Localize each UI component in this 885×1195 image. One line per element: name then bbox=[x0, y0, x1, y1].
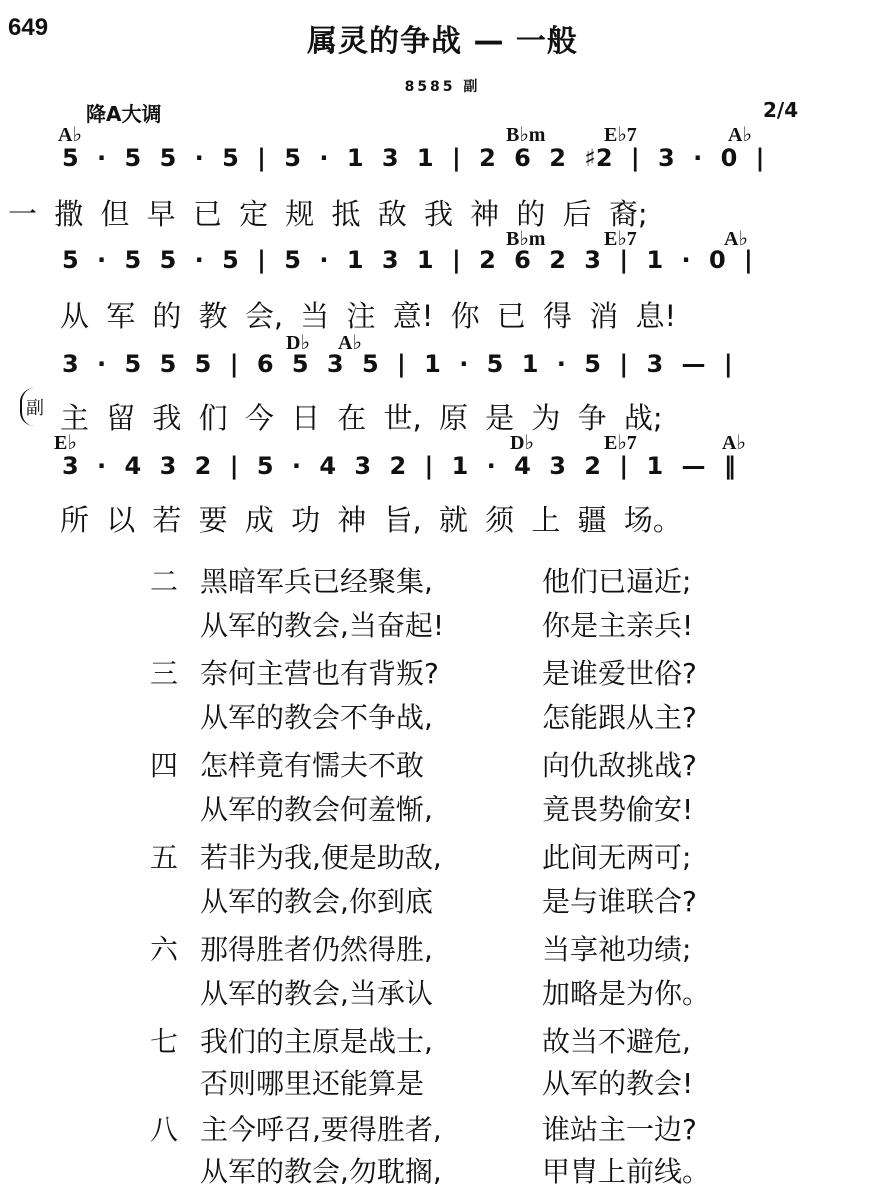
chord-symbol: E♭7 bbox=[604, 432, 637, 454]
chord-symbol: A♭ bbox=[338, 332, 362, 354]
verse-line: 是与谁联合? bbox=[542, 885, 697, 918]
verse-line: 那得胜者仍然得胜, bbox=[200, 933, 433, 966]
verse-line: 从军的教会,勿耽搁, bbox=[200, 1155, 442, 1188]
notation-line: 5 · 5 5 · 5 | 5 · 1 3 1 | 2 6 2 3 | 1 · 0 | bbox=[62, 246, 753, 274]
verse-line: 否则哪里还能算是 bbox=[200, 1067, 425, 1100]
verse-line: 谁站主一边? bbox=[542, 1113, 697, 1146]
chord-symbol: A♭ bbox=[728, 124, 752, 146]
key-signature: 降A大调 bbox=[86, 102, 162, 126]
hymn-number: 649 bbox=[8, 14, 49, 41]
verse-line: 故当不避危, bbox=[542, 1025, 691, 1058]
verse-line: 从军的教会不争战, bbox=[200, 701, 433, 734]
verse-line: 向仇敌挑战? bbox=[542, 749, 697, 782]
verse-number: 三 bbox=[150, 657, 179, 690]
verse-line: 黑暗军兵已经聚集, bbox=[200, 565, 433, 598]
chord-symbol: A♭ bbox=[58, 124, 82, 146]
chord-symbol: A♭ bbox=[722, 432, 746, 454]
verse-line: 你是主亲兵! bbox=[542, 609, 694, 642]
chord-symbol: D♭ bbox=[510, 432, 534, 454]
chord-symbol: E♭7 bbox=[604, 124, 637, 146]
refrain-mark: 副 bbox=[20, 388, 44, 426]
verse-line: 奈何主营也有背叛? bbox=[200, 657, 439, 690]
verse-line: 从军的教会,当承认 bbox=[200, 977, 433, 1010]
verse-line: 从军的教会何羞惭, bbox=[200, 793, 433, 826]
verse-line: 此间无两可; bbox=[542, 841, 692, 874]
verse-line: 主今呼召,要得胜者, bbox=[200, 1113, 442, 1146]
verse-line: 甲胄上前线。 bbox=[542, 1155, 711, 1188]
verse-line: 怎能跟从主? bbox=[542, 701, 697, 734]
chord-symbol: B♭m bbox=[506, 124, 546, 146]
lyric-line: 一 撒 但 早 已 定 规 抵 敌 我 神 的 后 裔; bbox=[8, 197, 648, 231]
verse-number: 六 bbox=[150, 933, 179, 966]
time-signature: 2/4 bbox=[763, 98, 799, 122]
verse-line: 竟畏势偷安! bbox=[542, 793, 694, 826]
lyric-line: 从 军 的 教 会, 当 注 意! 你 已 得 消 息! bbox=[60, 299, 677, 333]
verse-line: 我们的主原是战士, bbox=[200, 1025, 433, 1058]
hymn-meter: 8585 副 bbox=[404, 79, 481, 95]
lyric-line: 主 留 我 们 今 日 在 世, 原 是 为 争 战; bbox=[60, 401, 663, 435]
chord-symbol: B♭m bbox=[506, 228, 546, 250]
verse-line: 怎样竟有懦夫不敢 bbox=[200, 749, 425, 782]
chord-symbol: E♭ bbox=[54, 432, 77, 454]
verse-number: 四 bbox=[150, 749, 179, 782]
verse-line: 他们已逼近; bbox=[542, 565, 692, 598]
verse-number: 八 bbox=[150, 1113, 179, 1146]
lyric-line: 所 以 若 要 成 功 神 旨, 就 须 上 疆 场。 bbox=[60, 503, 682, 537]
verse-line: 当享祂功绩; bbox=[542, 933, 692, 966]
verse-number: 二 bbox=[150, 565, 179, 598]
notation-line: 3 · 5 5 5 | 6 5 3 5 | 1 · 5 1 · 5 | 3 — | bbox=[62, 350, 733, 378]
verse-line: 是谁爱世俗? bbox=[542, 657, 697, 690]
verse-line: 从军的教会,你到底 bbox=[200, 885, 433, 918]
chord-symbol: A♭ bbox=[724, 228, 748, 250]
verse-line: 若非为我,便是助敌, bbox=[200, 841, 442, 874]
verse-number: 七 bbox=[150, 1025, 179, 1058]
verse-number: 五 bbox=[150, 841, 179, 874]
verse-line: 从军的教会! bbox=[542, 1067, 694, 1100]
chord-symbol: D♭ bbox=[286, 332, 310, 354]
notation-line: 3 · 4 3 2 | 5 · 4 3 2 | 1 · 4 3 2 | 1 — ‖ bbox=[62, 452, 736, 480]
verse-line: 加略是为你。 bbox=[542, 977, 711, 1010]
hymn-title: 属灵的争战 — 一般 bbox=[307, 24, 578, 59]
notation-line: 5 · 5 5 · 5 | 5 · 1 3 1 | 2 6 2 ♯2 | 3 · 0 | bbox=[62, 144, 765, 172]
chord-symbol: E♭7 bbox=[604, 228, 637, 250]
verse-line: 从军的教会,当奋起! bbox=[200, 609, 445, 642]
